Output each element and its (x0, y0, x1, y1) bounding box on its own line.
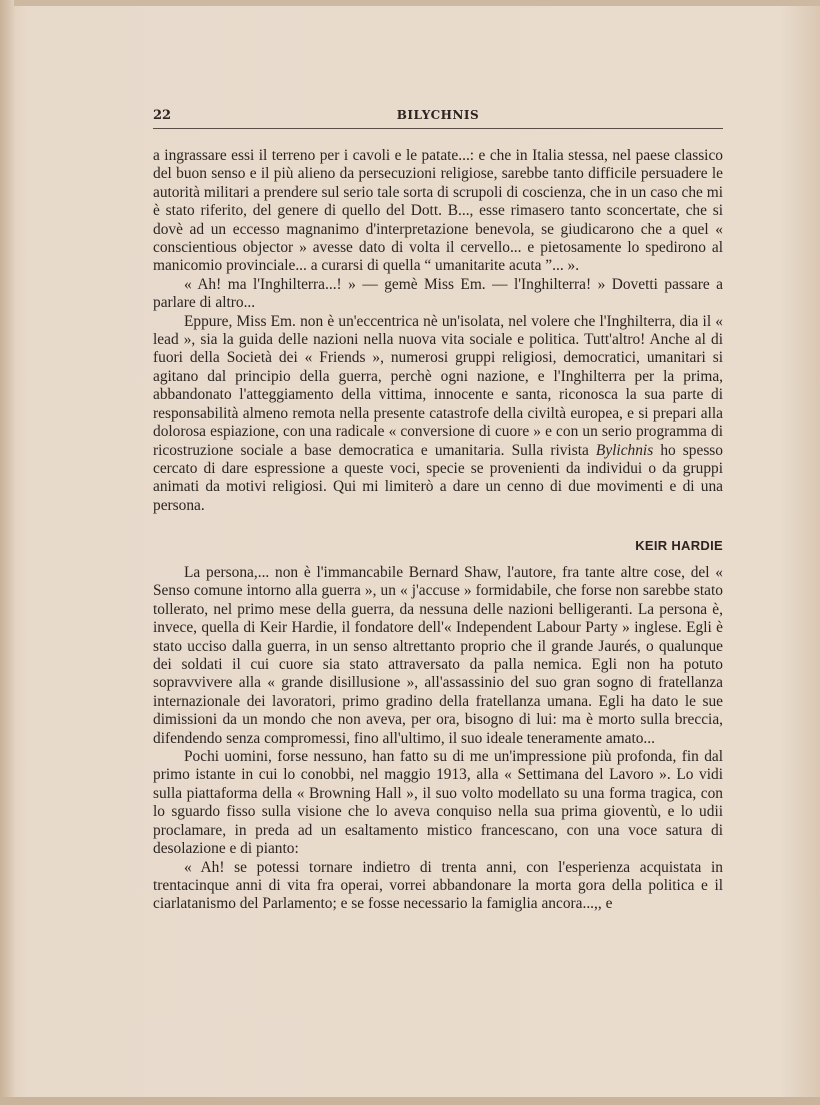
paragraph-text: Eppure, Miss Em. non è un'eccentrica nè un'isolata, nel volere che l'Inghilterra, dia il « lead », sia la guida delle nazioni nella nuova vita sociale e politica. Tutt'altro! Anche al di fuori della Società dei « Friends », numerosi gruppi religiosi, democratici, umanitari si agitano dal principio della guerra, perchè ogni nazione, e l'Inghilterra per la prima, abbandonato l'atteggiamento della vittima, innocente e santa, riconosca la sua parte di responsabilità almeno remota nella presente catastrofe della civiltà europea, e si prepari alla dolorosa espiazione, con una radicale « conversione di cuore » e con un serio programma di ricostruzione sociale a base democratica e umanitaria. Sulla rivista (153, 312, 723, 459)
page-header (153, 108, 723, 130)
paragraph (153, 313, 723, 515)
page-top-edge (0, 0, 820, 6)
journal-title: Bylichnis (595, 441, 654, 459)
paragraph: Pochi uomini, forse nessuno, han fatto su di me un'impressione più profonda, fin dal primo istante in cui lo conobbi, nel maggio 1913, alla « Settimana del Lavoro ». Lo vidi sulla piattaforma della « Browning Hall », il suo volto modellato su una forma tragica, con lo sguardo fisso sulla visione che lo aveva conquiso nella sua prima gioventù, e lo udii proclamare, in preda ad un esaltamento mistico francescano, con una voce satura di desolazione e di pianto: (153, 748, 723, 858)
paragraph: a ingrassare essi il terreno per i cavoli e le patate...: e che in Italia stessa, nel paese classico del buon senso e il più alieno da persecuzioni religiose, sarebbe tanto difficile persuadere le autorità militari a prendere sul serio tale sorta di scrupoli di coscienza, che in un caso che mi è stato riferito, del genere di quello del Dott. B..., esse rimasero tanto sconcertate, che si dovè ad un eccesso magnanimo d'interpretazione benevola, se giudicarono che a quel « conscientious objector » avesse dato di volta il cervello... e pietosamente lo spedirono al manicomio provinciale... a curarsi di quella “ umanitarite acuta ”... ». (153, 147, 723, 275)
body-text-top (153, 147, 723, 515)
header-rule (153, 128, 723, 129)
paragraph-text: ho spesso cercato di dare espressione a queste voci, specie se provenienti da individui o da gruppi animati da motivi religiosi. Qui mi limiterò a dare un cenno di due movimenti e di una persona. (153, 441, 723, 514)
running-title: BILYCHNIS (396, 108, 480, 122)
page-number: 22 (153, 108, 172, 123)
paragraph: « Ah! se potessi tornare indietro di trenta anni, con l'esperienza acquistata in trentacinque anni di vita fra operai, vorrei abbandonare la morta gora della politica e il ciarlatanismo del Parlamento; e se fosse necessario la famiglia ancora...,, e (153, 858, 723, 913)
page-binding-edge (0, 0, 14, 1105)
page-bottom-edge (0, 1097, 820, 1105)
section-heading: KEIR HARDIE (635, 538, 723, 553)
body-text-bottom (153, 564, 723, 914)
paragraph: « Ah! ma l'Inghilterra...! » — gemè Miss Em. — l'Inghilterra! » Dovetti passare a parlare di altro... (153, 275, 723, 312)
paragraph: La persona,... non è l'immancabile Bernard Shaw, l'autore, fra tante altre cose, del « Senso comune intorno alla guerra », un « j'accuse » formidabile, che forse non sarebbe stato tollerato, nel primo mese della guerra, da nessuna delle nazioni belligeranti. La persona è, invece, quella di Keir Hardie, il fondatore dell'« Independent Labour Party » inglese. Egli è stato ucciso dalla guerra, in un senso altrettanto proprio che il grande Jaurés, o qualunque dei soldati il cui cuore sia stato attraversato da palla nemica. Egli non ha potuto sopravvivere alla « grande disillusione », all'assassinio del suo gran sogno di fratellanza internazionale dei lavoratori, primo gradino della fratellanza umana. Egli ha dato le sue dimissioni da un mondo che non aveva, per ora, bisogno di lui: ma è morto sulla breccia, difendendo senza compromessi, fino all'ultimo, il suo ideale teneramente amato... (153, 564, 723, 747)
